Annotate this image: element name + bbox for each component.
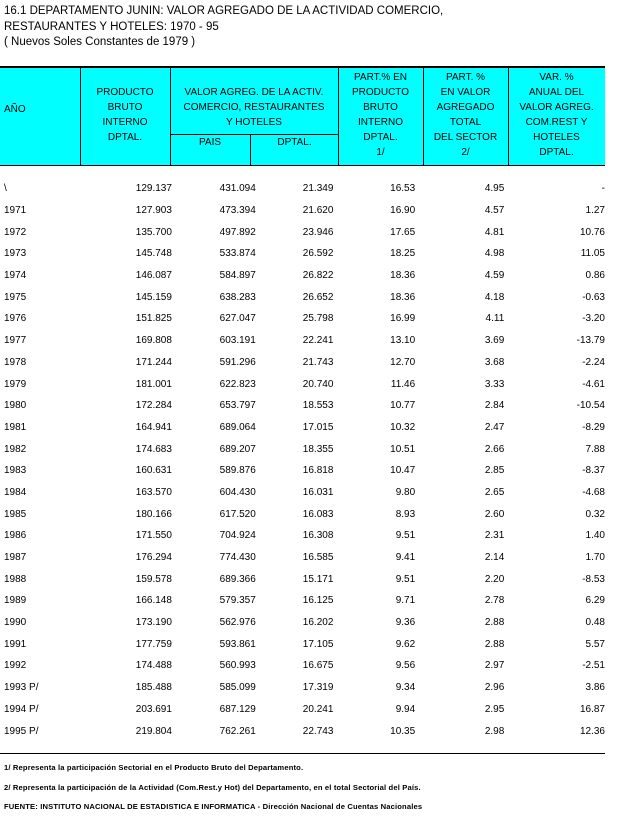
cell-p2: 4.59 xyxy=(484,270,505,282)
cell-dptal: 21.620 xyxy=(302,205,334,217)
cell-var: -10.54 xyxy=(576,400,605,412)
cell-p2: 3.33 xyxy=(484,378,505,390)
cell-pbi: 145.159 xyxy=(135,291,172,303)
title-line-1: 16.1 DEPARTAMENTO JUNIN: VALOR AGREGADO DE LA ACTIVIDAD COMERCIO, xyxy=(4,5,444,17)
cell-pbi: 163.570 xyxy=(135,486,172,498)
cell-dptal: 16.818 xyxy=(302,465,334,477)
cell-var: 10.76 xyxy=(579,226,605,238)
cell-var: 7.88 xyxy=(585,443,605,455)
cell-dptal: 21.743 xyxy=(302,356,334,368)
cell-var: 6.29 xyxy=(585,595,605,607)
cell-p1: 10.32 xyxy=(390,421,416,433)
cell-pbi: 171.244 xyxy=(135,356,172,368)
table-row xyxy=(0,503,605,525)
cell-pais: 762.261 xyxy=(219,725,256,737)
cell-p2: 2.47 xyxy=(484,421,505,433)
table-row xyxy=(0,308,605,330)
table-row xyxy=(0,417,605,439)
table-row xyxy=(0,590,605,612)
cell-p1: 9.34 xyxy=(395,682,416,694)
cell-pais: 431.094 xyxy=(219,183,256,195)
cell-dptal: 16.125 xyxy=(302,595,334,607)
cell-pbi: 177.759 xyxy=(135,638,172,650)
cell-pbi: 160.631 xyxy=(135,465,172,477)
cell-p2: 2.60 xyxy=(484,508,505,520)
table-row xyxy=(0,612,605,634)
cell-year: 1988 xyxy=(4,573,27,585)
cell-pbi: 127.903 xyxy=(135,205,172,217)
cell-dptal: 20.241 xyxy=(302,703,334,715)
header-part-pbi: PART.% EN PRODUCTO BRUTO INTERNO DPTAL. 1/ xyxy=(351,72,410,158)
cell-year: 1972 xyxy=(4,226,27,238)
table-row xyxy=(0,633,605,655)
cell-var: -2.24 xyxy=(582,356,605,368)
cell-p1: 13.10 xyxy=(390,335,416,347)
table-row xyxy=(0,373,605,395)
cell-p1: 9.94 xyxy=(395,703,416,715)
cell-pbi: 146.087 xyxy=(135,270,172,282)
cell-year: 1971 xyxy=(4,205,27,217)
cell-p1: 9.71 xyxy=(395,595,416,607)
cell-pbi: 159.578 xyxy=(135,573,172,585)
cell-year: 1974 xyxy=(4,270,27,282)
cell-year: 1991 xyxy=(4,638,27,650)
cell-pais: 579.357 xyxy=(219,595,256,607)
cell-p1: 16.99 xyxy=(390,313,416,325)
cell-dptal: 21.349 xyxy=(302,183,334,195)
cell-year: 1986 xyxy=(4,530,27,542)
cell-pbi: 185.488 xyxy=(135,682,172,694)
cell-pais: 687.129 xyxy=(219,703,256,715)
table-row xyxy=(0,699,605,721)
cell-p2: 2.98 xyxy=(484,725,505,737)
header-pais: PAIS xyxy=(198,137,222,148)
table-row xyxy=(0,330,605,352)
cell-pbi: 164.941 xyxy=(135,421,172,433)
cell-dptal: 22.743 xyxy=(302,725,334,737)
cell-year: \ xyxy=(4,183,7,195)
cell-year: 1994 P/ xyxy=(4,703,39,715)
cell-p2: 4.57 xyxy=(484,205,505,217)
cell-var: 11.05 xyxy=(580,248,605,260)
cell-var: 0.86 xyxy=(585,270,605,282)
header-dptal: DPTAL. xyxy=(277,137,312,148)
cell-pais: 689.064 xyxy=(219,421,256,433)
cell-p2: 4.98 xyxy=(484,248,505,260)
cell-pbi: 145.748 xyxy=(135,248,172,260)
table-row xyxy=(0,460,605,482)
cell-p2: 4.81 xyxy=(484,226,505,238)
cell-dptal: 20.740 xyxy=(302,378,334,390)
cell-pais: 533.874 xyxy=(219,248,256,260)
cell-dptal: 16.585 xyxy=(302,552,334,564)
document-title xyxy=(4,4,443,51)
cell-dptal: 17.105 xyxy=(302,638,334,650)
cell-p2: 4.11 xyxy=(485,313,505,325)
header-pbi: PRODUCTO BRUTO INTERNO DPTAL. xyxy=(96,87,154,143)
cell-pbi: 173.190 xyxy=(135,617,172,629)
cell-p1: 9.80 xyxy=(395,486,416,498)
table-row xyxy=(0,352,605,374)
table-row xyxy=(0,547,605,569)
cell-var: -2.51 xyxy=(582,660,605,672)
cell-p2: 2.96 xyxy=(484,682,505,694)
table-header xyxy=(0,66,605,166)
data-table xyxy=(0,178,605,742)
footnote-2: 2/ Representa la participación de la Actividad (Com.Rest.y Hot) del Departamento, en el total Sectorial del País. xyxy=(4,783,421,792)
table-row xyxy=(0,655,605,677)
cell-pais: 560.993 xyxy=(219,660,256,672)
cell-var: 3.86 xyxy=(585,682,605,694)
cell-year: 1977 xyxy=(4,335,27,347)
cell-pais: 622.823 xyxy=(219,378,256,390)
cell-p1: 16.90 xyxy=(390,205,416,217)
cell-dptal: 16.031 xyxy=(302,486,334,498)
cell-var: 5.57 xyxy=(585,638,605,650)
cell-p1: 12.70 xyxy=(390,356,416,368)
cell-year: 1978 xyxy=(4,356,27,368)
cell-p2: 3.68 xyxy=(484,356,505,368)
cell-pais: 585.099 xyxy=(219,682,256,694)
cell-p2: 2.88 xyxy=(484,617,505,629)
cell-pbi: 203.691 xyxy=(135,703,172,715)
cell-p2: 2.65 xyxy=(484,486,505,498)
cell-var: 1.27 xyxy=(585,205,605,217)
cell-dptal: 15.171 xyxy=(302,573,334,585)
cell-p1: 10.51 xyxy=(390,443,416,455)
title-line-3: ( Nuevos Soles Constantes de 1979 ) xyxy=(4,36,196,48)
table-row xyxy=(0,677,605,699)
cell-p2: 2.31 xyxy=(484,530,505,542)
cell-dptal: 25.798 xyxy=(302,313,334,325)
cell-dptal: 16.675 xyxy=(302,660,334,672)
cell-var: 12.36 xyxy=(579,725,605,737)
cell-dptal: 16.308 xyxy=(302,530,334,542)
cell-pbi: 135.700 xyxy=(135,226,172,238)
cell-year: 1979 xyxy=(4,378,27,390)
cell-pbi: 171.550 xyxy=(135,530,172,542)
cell-var: -8.37 xyxy=(582,465,605,477)
cell-dptal: 26.592 xyxy=(302,248,334,260)
cell-pais: 689.207 xyxy=(219,443,256,455)
cell-pais: 627.047 xyxy=(219,313,256,325)
cell-p1: 9.62 xyxy=(395,638,416,650)
cell-year: 1973 xyxy=(4,248,27,260)
cell-pais: 617.520 xyxy=(219,508,256,520)
cell-pais: 584.897 xyxy=(219,270,256,282)
table-row xyxy=(0,221,605,243)
cell-var: 16.87 xyxy=(579,703,605,715)
cell-year: 1984 xyxy=(4,486,27,498)
cell-p2: 2.95 xyxy=(484,703,505,715)
cell-p1: 9.51 xyxy=(395,573,416,585)
cell-dptal: 26.822 xyxy=(302,270,334,282)
cell-pais: 589.876 xyxy=(219,465,256,477)
cell-p2: 2.66 xyxy=(484,443,505,455)
cell-pbi: 166.148 xyxy=(135,595,172,607)
cell-year: 1985 xyxy=(4,508,27,520)
header-var: VAR. % ANUAL DEL VALOR AGREG. COM.REST Y HOTELES DPTAL. xyxy=(519,72,594,158)
cell-pbi: 174.683 xyxy=(135,443,172,455)
table-row xyxy=(0,286,605,308)
cell-dptal: 17.015 xyxy=(302,421,334,433)
cell-year: 1992 xyxy=(4,660,27,672)
cell-p2: 4.18 xyxy=(484,291,505,303)
cell-year: 1990 xyxy=(4,617,27,629)
cell-p2: 2.97 xyxy=(484,660,505,672)
cell-year: 1980 xyxy=(4,400,27,412)
cell-dptal: 18.355 xyxy=(302,443,334,455)
cell-var: -8.29 xyxy=(582,421,605,433)
cell-p2: 2.84 xyxy=(484,400,505,412)
cell-pais: 497.892 xyxy=(219,226,256,238)
cell-dptal: 26.652 xyxy=(302,291,334,303)
cell-pais: 638.283 xyxy=(219,291,256,303)
table-bottom-line xyxy=(0,753,605,754)
cell-p1: 9.56 xyxy=(395,660,416,672)
table-row xyxy=(0,438,605,460)
cell-year: 1993 P/ xyxy=(4,682,39,694)
cell-dptal: 22.241 xyxy=(302,335,334,347)
cell-p2: 2.20 xyxy=(484,573,505,585)
header-anio: AÑO xyxy=(4,104,26,115)
cell-pais: 689.366 xyxy=(219,573,256,585)
cell-year: 1976 xyxy=(4,313,27,325)
cell-pbi: 174.488 xyxy=(135,660,172,672)
header-part-va: PART. % EN VALOR AGREGADO TOTAL DEL SECTOR 2/ xyxy=(433,72,498,158)
cell-var: 0.32 xyxy=(585,508,605,520)
cell-var: - xyxy=(601,183,605,195)
header-valor-agregado: VALOR AGREG. DE LA ACTIV. COMERCIO, RESTAURANTES Y HOTELES xyxy=(183,87,325,128)
cell-p1: 9.41 xyxy=(395,552,416,564)
cell-p1: 10.77 xyxy=(390,400,416,412)
cell-pais: 704.924 xyxy=(219,530,256,542)
cell-p1: 16.53 xyxy=(390,183,416,195)
cell-pbi: 181.001 xyxy=(135,378,172,390)
cell-p2: 4.95 xyxy=(484,183,505,195)
cell-pais: 562.976 xyxy=(219,617,256,629)
cell-dptal: 16.202 xyxy=(302,617,334,629)
cell-year: 1982 xyxy=(4,443,27,455)
cell-p1: 18.25 xyxy=(390,248,416,260)
cell-pais: 591.296 xyxy=(219,356,256,368)
cell-p2: 2.85 xyxy=(484,465,505,477)
cell-year: 1981 xyxy=(4,421,27,433)
cell-var: 0.48 xyxy=(585,617,605,629)
cell-p1: 10.35 xyxy=(390,725,416,737)
cell-pbi: 219.804 xyxy=(135,725,172,737)
cell-pais: 604.430 xyxy=(219,486,256,498)
cell-var: -13.79 xyxy=(576,335,605,347)
cell-pbi: 172.284 xyxy=(135,400,172,412)
cell-year: 1995 P/ xyxy=(4,725,39,737)
cell-pbi: 176.294 xyxy=(135,552,172,564)
cell-pais: 593.861 xyxy=(219,638,256,650)
table-row xyxy=(0,178,605,200)
cell-p1: 17.65 xyxy=(390,226,416,238)
table-row xyxy=(0,568,605,590)
cell-year: 1989 xyxy=(4,595,27,607)
cell-var: -4.61 xyxy=(582,378,605,390)
table-row xyxy=(0,482,605,504)
cell-p1: 18.36 xyxy=(390,270,416,282)
cell-year: 1975 xyxy=(4,291,27,303)
cell-p2: 2.88 xyxy=(484,638,505,650)
cell-var: -4.68 xyxy=(582,486,605,498)
cell-var: 1.40 xyxy=(585,530,605,542)
cell-var: -8.53 xyxy=(582,573,605,585)
cell-var: 1.70 xyxy=(585,552,605,564)
cell-var: -0.63 xyxy=(582,291,605,303)
cell-dptal: 18.553 xyxy=(302,400,334,412)
cell-pais: 473.394 xyxy=(219,205,256,217)
cell-pbi: 151.825 xyxy=(135,313,172,325)
cell-pbi: 129.137 xyxy=(135,183,172,195)
cell-year: 1983 xyxy=(4,465,27,477)
cell-var: -3.20 xyxy=(582,313,605,325)
cell-pbi: 180.166 xyxy=(135,508,172,520)
cell-p1: 8.93 xyxy=(395,508,416,520)
title-line-2: RESTAURANTES Y HOTELES: 1970 - 95 xyxy=(4,20,219,33)
cell-p1: 9.36 xyxy=(395,617,416,629)
table-row xyxy=(0,265,605,287)
cell-p2: 2.78 xyxy=(484,595,505,607)
cell-dptal: 16.083 xyxy=(302,508,334,520)
cell-pbi: 169.808 xyxy=(135,335,172,347)
cell-pais: 774.430 xyxy=(219,552,256,564)
cell-dptal: 23.946 xyxy=(302,226,334,238)
cell-dptal: 17.319 xyxy=(302,682,334,694)
table-row xyxy=(0,243,605,265)
cell-pais: 653.797 xyxy=(219,400,256,412)
footnote-1: 1/ Representa la participación Sectorial en el Producto Bruto del Departamento. xyxy=(4,763,304,772)
cell-pais: 603.191 xyxy=(219,335,256,347)
source-note: FUENTE: INSTITUTO NACIONAL DE ESTADISTICA E INFORMATICA - Dirección Nacional de Cuentas Nacionales xyxy=(4,802,423,811)
cell-p1: 18.36 xyxy=(390,291,416,303)
cell-p2: 2.14 xyxy=(484,552,505,564)
cell-p1: 9.51 xyxy=(395,530,416,542)
table-row xyxy=(0,200,605,222)
cell-p2: 3.69 xyxy=(484,335,505,347)
cell-year: 1987 xyxy=(4,552,27,564)
cell-p1: 10.47 xyxy=(390,465,416,477)
table-row xyxy=(0,720,605,742)
table-row xyxy=(0,395,605,417)
cell-p1: 11.46 xyxy=(390,378,416,390)
table-row xyxy=(0,525,605,547)
